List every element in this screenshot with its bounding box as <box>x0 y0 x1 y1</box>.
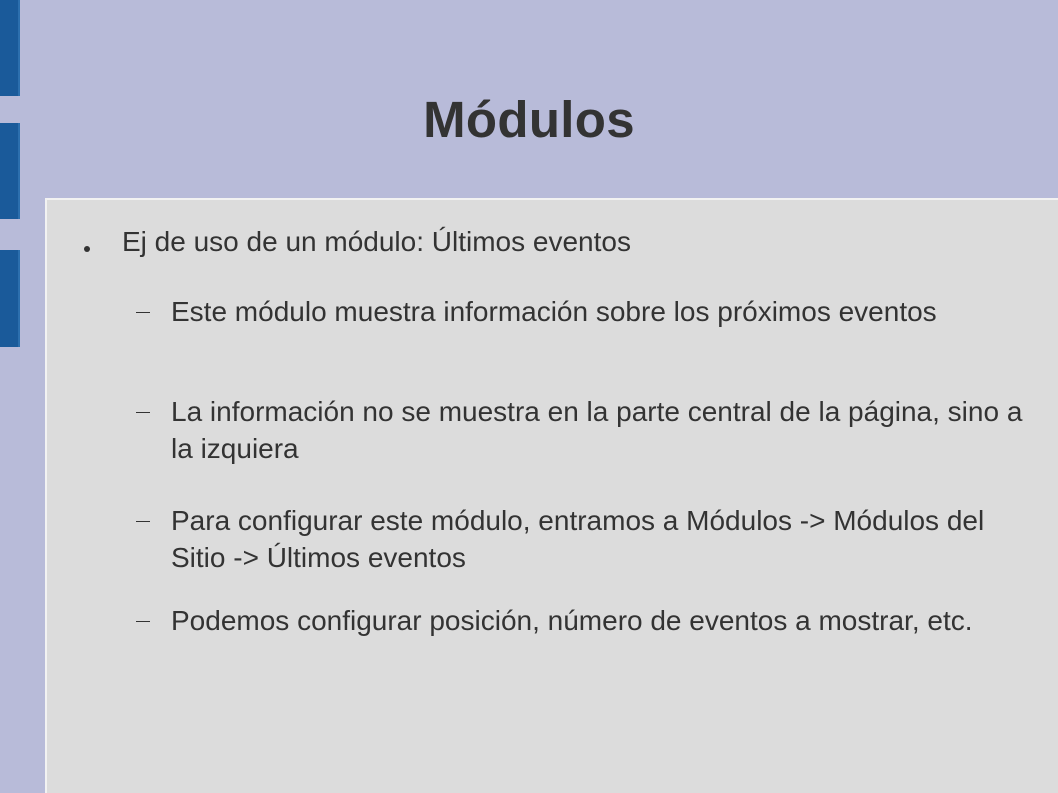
bullet-text: Ej de uso de un módulo: Últimos eventos <box>122 226 631 257</box>
sub-bullet-text: Este módulo muestra información sobre los próximos eventos <box>171 296 937 327</box>
dash-icon <box>136 621 150 622</box>
dash-icon <box>136 521 150 522</box>
sub-bullet-text: Para configurar este módulo, entramos a Módulos -> Módulos del Sitio -> Últimos eventos <box>171 505 985 573</box>
bullet-dot-icon <box>84 246 90 252</box>
slide-title: Módulos <box>423 91 635 148</box>
content-panel <box>45 198 1058 793</box>
sub-bullet-text: Podemos configurar posición, número de eventos a mostrar, etc. <box>171 605 973 636</box>
side-bar-decoration <box>0 0 20 96</box>
sub-bullet-text: La información no se muestra en la parte central de la página, sino a la izquiera <box>171 396 1023 464</box>
dash-icon <box>136 412 150 413</box>
side-bar-decoration <box>0 250 20 347</box>
dash-icon <box>136 312 150 313</box>
